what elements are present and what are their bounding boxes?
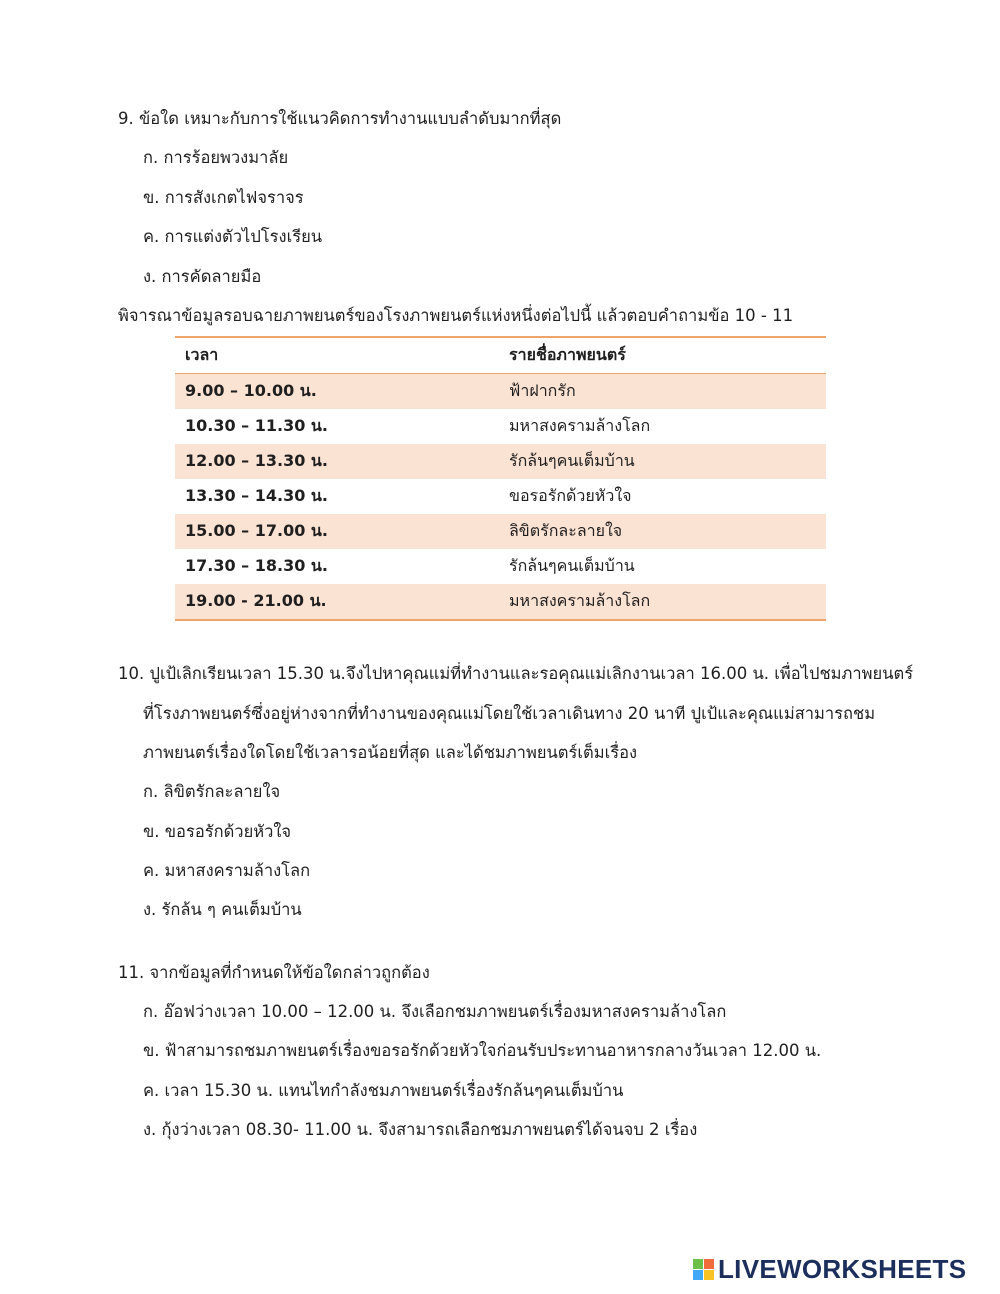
question-10-line-1: 10. ปูเป้เลิกเรียนเวลา 15.30 น.จึงไปหาคุณแม่ที่ทำงานและรอคุณแม่เลิกงานเวลา 16.00 น. เพื่อไปชมภาพยนตร์ — [118, 664, 914, 683]
logo-block — [693, 1259, 703, 1269]
q11-option-b: ข. ฟ้าสามารถชมภาพยนตร์เรื่องขอรอรักด้วยหัวใจก่อนรับประทานอาหารกลางวันเวลา 12.00 น. — [143, 1041, 822, 1060]
q9-option-d: ง. การคัดลายมือ — [143, 267, 262, 286]
row-movie: ลิขิตรักละลายใจ — [499, 514, 826, 549]
q10-option-a: ก. ลิขิตรักละลายใจ — [143, 782, 281, 801]
q10-option-d: ง. รักล้น ๆ คนเต็มบ้าน — [143, 900, 302, 919]
table-row — [175, 444, 826, 479]
q9-option-c: ค. การแต่งตัวไปโรงเรียน — [143, 227, 323, 246]
q10-option-b: ข. ขอรอรักด้วยหัวใจ — [143, 822, 292, 841]
logo-block — [704, 1270, 714, 1280]
row-time: 15.00 – 17.00 น. — [175, 514, 499, 549]
table-row — [175, 479, 826, 514]
question-10-line-2: ที่โรงภาพยนตร์ซึ่งอยู่ห่างจากที่ทำงานของคุณแม่โดยใช้เวลาเดินทาง 20 นาที ปูเป้และคุณแม่สามารถชม — [143, 704, 876, 723]
movie-schedule-table — [175, 336, 826, 621]
header-movie: รายชื่อภาพยนตร์ — [499, 337, 826, 374]
q10-option-c: ค. มหาสงครามล้างโลก — [143, 861, 311, 880]
row-movie: ขอรอรักด้วยหัวใจ — [509, 486, 632, 505]
q9-option-a: ก. การร้อยพวงมาลัย — [143, 148, 289, 167]
table-row — [175, 409, 826, 444]
row-time: 12.00 – 13.30 น. — [175, 444, 499, 479]
q11-option-d: ง. กุ้งว่างเวลา 08.30- 11.00 น. จึงสามารถเลือกชมภาพยนตร์ได้จนจบ 2 เรื่อง — [143, 1120, 698, 1139]
row-movie: รักล้นๆคนเต็มบ้าน — [499, 444, 826, 479]
row-time: 13.30 – 14.30 น. — [185, 486, 328, 505]
logo-blocks-icon — [693, 1259, 714, 1280]
row-time: 19.00 - 21.00 น. — [175, 584, 499, 620]
q11-option-c: ค. เวลา 15.30 น. แทนไทกำลังชมภาพยนตร์เรื่องรักล้นๆคนเต็มบ้าน — [143, 1081, 624, 1100]
logo-text: LIVEWORKSHEETS — [718, 1254, 967, 1284]
row-time: 9.00 – 10.00 น. — [175, 374, 499, 410]
logo-block — [704, 1259, 714, 1269]
table-intro: พิจารณาข้อมูลรอบฉายภาพยนตร์ของโรงภาพยนตร์แห่งหนึ่งต่อไปนี้ แล้วตอบคำถามข้อ 10 - 11 — [118, 306, 794, 325]
row-time: 17.30 – 18.30 น. — [185, 556, 328, 575]
table-row — [175, 549, 826, 584]
header-time: เวลา — [175, 337, 499, 374]
q11-option-a: ก. อ๊อฟว่างเวลา 10.00 – 12.00 น. จึงเลือกชมภาพยนตร์เรื่องมหาสงครามล้างโลก — [143, 1002, 727, 1021]
logo-block — [693, 1270, 703, 1280]
row-movie: มหาสงครามล้างโลก — [509, 416, 651, 435]
liveworksheets-logo — [693, 1254, 966, 1285]
row-movie: ฟ้าฝากรัก — [499, 374, 826, 410]
row-movie: รักล้นๆคนเต็มบ้าน — [509, 556, 635, 575]
question-9: 9. ข้อใด เหมาะกับการใช้แนวคิดการทำงานแบบลำดับมากที่สุด — [118, 109, 562, 128]
row-movie: มหาสงครามล้างโลก — [499, 584, 826, 620]
table-row — [175, 374, 826, 410]
table-row — [175, 584, 826, 620]
q9-option-b: ข. การสังเกตไฟจราจร — [143, 188, 304, 207]
table-row — [175, 514, 826, 549]
question-10-line-3: ภาพยนตร์เรื่องใดโดยใช้เวลารอน้อยที่สุด และได้ชมภาพยนตร์เต็มเรื่อง — [143, 743, 638, 762]
question-11: 11. จากข้อมูลที่กำหนดให้ข้อใดกล่าวถูกต้อง — [118, 963, 430, 982]
row-time: 10.30 – 11.30 น. — [185, 416, 328, 435]
table-header-row — [175, 337, 826, 374]
